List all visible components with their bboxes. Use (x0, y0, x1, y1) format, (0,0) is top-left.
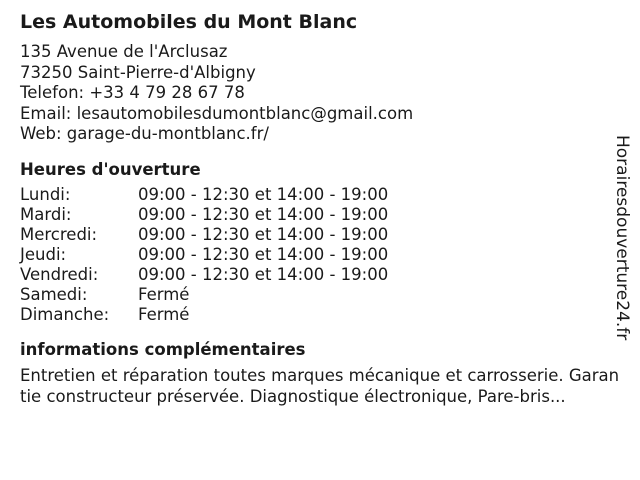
phone-number[interactable]: Telefon: +33 4 79 28 67 78 (20, 83, 245, 102)
day-label: Dimanche: (20, 304, 110, 324)
hours-row-thursday (20, 245, 610, 265)
hours-row-sunday (20, 305, 610, 325)
day-hours: Fermé (138, 284, 190, 304)
day-label: Mercredi: (20, 224, 98, 244)
hours-table (20, 185, 610, 325)
day-label: Lundi: (20, 184, 71, 204)
hours-heading: Heures d'ouverture (20, 159, 201, 179)
address-city: 73250 Saint-Pierre-d'Albigny (20, 62, 256, 82)
day-label: Jeudi: (20, 244, 67, 264)
watermark-text: Horairesdouverture24.fr (612, 135, 632, 341)
hours-row-tuesday (20, 205, 610, 225)
hours-row-monday (20, 185, 610, 205)
email-address[interactable]: Email: lesautomobilesdumontblanc@gmail.com (20, 103, 414, 123)
day-label: Mardi: (20, 204, 72, 224)
business-name: Les Automobiles du Mont Blanc (20, 11, 358, 33)
business-card (20, 8, 620, 407)
info-description: Entretien et réparation toutes marques mécanique et carrosserie. Garantie constructeur préservée. Diagnostique électronique, Pare-bris... (20, 365, 620, 406)
day-hours: 09:00 - 12:30 et 14:00 - 19:00 (138, 204, 389, 224)
hours-row-friday (20, 265, 610, 285)
day-label: Samedi: (20, 284, 88, 304)
day-hours: 09:00 - 12:30 et 14:00 - 19:00 (138, 184, 389, 204)
day-hours: 09:00 - 12:30 et 14:00 - 19:00 (138, 264, 389, 284)
contact-block (20, 42, 610, 145)
hours-row-saturday (20, 285, 610, 305)
day-hours: 09:00 - 12:30 et 14:00 - 19:00 (138, 244, 389, 264)
day-label: Vendredi: (20, 264, 99, 284)
day-hours: 09:00 - 12:30 et 14:00 - 19:00 (138, 224, 389, 244)
address-street: 135 Avenue de l'Arclusaz (20, 42, 228, 61)
info-heading: informations complémentaires (20, 339, 306, 359)
hours-row-wednesday (20, 225, 610, 245)
day-hours: Fermé (138, 304, 190, 324)
website-link[interactable]: Web: garage-du-montblanc.fr/ (20, 124, 269, 143)
